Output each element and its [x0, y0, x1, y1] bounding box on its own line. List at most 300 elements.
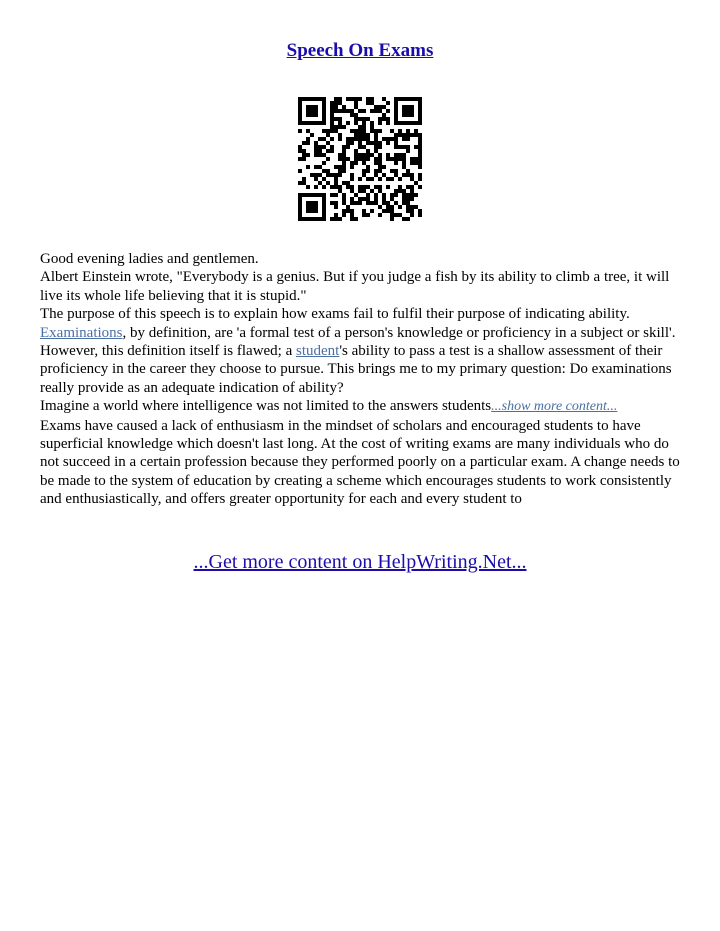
qr-module [386, 209, 390, 213]
qr-module [350, 209, 354, 213]
qr-module [354, 133, 358, 137]
qr-module [374, 157, 378, 161]
qr-module [350, 213, 354, 217]
qr-module [322, 129, 326, 133]
qr-module [378, 165, 382, 169]
qr-module [402, 145, 406, 149]
definition-text-2: 's ability to pass a test is a shallow assessment of their proficiency in the career they choose to pursue. This brings me to my primary question: Do examinations really provide as an adequate indication of ability? [40, 343, 672, 396]
qr-module [410, 189, 414, 193]
qr-module [378, 213, 382, 217]
qr-module [342, 201, 346, 205]
qr-module [326, 129, 330, 133]
qr-module [330, 185, 334, 189]
qr-module [378, 141, 382, 145]
qr-module [342, 181, 346, 185]
qr-module [394, 161, 398, 165]
qr-module [394, 169, 398, 173]
qr-module [302, 153, 306, 157]
qr-module [418, 165, 422, 169]
qr-module [398, 205, 402, 209]
imagine-text: Imagine a world where intelligence was not limited to the answers students [40, 398, 492, 415]
qr-module [378, 117, 382, 121]
qr-module [370, 201, 374, 205]
qr-module [322, 137, 326, 141]
qr-module [358, 109, 362, 113]
qr-module [390, 169, 394, 173]
qr-module [418, 145, 422, 149]
qr-module [362, 133, 366, 137]
qr-module [334, 193, 338, 197]
qr-module [342, 165, 346, 169]
qr-module [366, 153, 370, 157]
qr-module [366, 149, 370, 153]
qr-module [358, 129, 362, 133]
qr-module [334, 181, 338, 185]
speech-body [40, 250, 682, 509]
qr-module [306, 137, 310, 141]
qr-module [362, 153, 366, 157]
qr-module [414, 161, 418, 165]
qr-module [382, 201, 386, 205]
qr-module [338, 165, 342, 169]
qr-module [346, 137, 350, 141]
qr-module [386, 177, 390, 181]
qr-module [418, 153, 422, 157]
qr-module [414, 157, 418, 161]
qr-module [362, 157, 366, 161]
qr-module [346, 141, 350, 145]
qr-module [358, 97, 362, 101]
qr-module [354, 101, 358, 105]
qr-module [398, 129, 402, 133]
qr-module [354, 153, 358, 157]
qr-module [346, 97, 350, 101]
qr-module [366, 101, 370, 105]
qr-module [394, 213, 398, 217]
examinations-link[interactable]: Examinations [40, 324, 123, 341]
qr-module [402, 133, 406, 137]
qr-module [350, 137, 354, 141]
qr-module [378, 185, 382, 189]
qr-module [330, 129, 334, 133]
qr-module [370, 109, 374, 113]
qr-module [350, 189, 354, 193]
qr-module [310, 173, 314, 177]
qr-module [370, 141, 374, 145]
qr-module [342, 169, 346, 173]
qr-module [362, 125, 366, 129]
qr-module [334, 117, 338, 121]
qr-module [350, 161, 354, 165]
qr-module [410, 213, 414, 217]
show-more-link[interactable]: ...show more content... [491, 399, 618, 415]
qr-module [346, 145, 350, 149]
qr-module [398, 157, 402, 161]
qr-module [354, 121, 358, 125]
qr-module [370, 101, 374, 105]
qr-module [338, 101, 342, 105]
qr-module [338, 185, 342, 189]
qr-module [374, 137, 378, 141]
qr-module [418, 173, 422, 177]
qr-module [374, 173, 378, 177]
qr-module [330, 105, 334, 109]
qr-module [330, 121, 334, 125]
qr-module [362, 169, 366, 173]
qr-module [342, 125, 346, 129]
qr-module [326, 133, 330, 137]
qr-module [330, 137, 334, 141]
qr-module [298, 149, 302, 153]
qr-module [402, 157, 406, 161]
qr-module [386, 117, 390, 121]
qr-module [366, 157, 370, 161]
qr-module [374, 145, 378, 149]
qr-module [414, 193, 418, 197]
qr-module [334, 213, 338, 217]
qr-module [366, 141, 370, 145]
qr-module [330, 117, 334, 121]
qr-module [318, 137, 322, 141]
qr-module [314, 165, 318, 169]
qr-module [406, 133, 410, 137]
qr-module [406, 137, 410, 141]
qr-module [406, 169, 410, 173]
qr-module [378, 129, 382, 133]
qr-module [318, 173, 322, 177]
qr-module [334, 201, 338, 205]
qr-module [370, 153, 374, 157]
qr-module [338, 173, 342, 177]
qr-module [358, 197, 362, 201]
qr-module [334, 217, 338, 221]
qr-module [366, 177, 370, 181]
qr-module [354, 149, 358, 153]
qr-module [374, 161, 378, 165]
qr-module [314, 145, 318, 149]
qr-module [358, 117, 362, 121]
qr-module [366, 117, 370, 121]
qr-module [366, 169, 370, 173]
qr-module [314, 185, 318, 189]
qr-module [406, 145, 410, 149]
qr-module [382, 105, 386, 109]
qr-module [370, 189, 374, 193]
qr-module [318, 165, 322, 169]
qr-module [338, 217, 342, 221]
qr-module [362, 173, 366, 177]
qr-module [342, 209, 346, 213]
qr-module [370, 125, 374, 129]
qr-module [338, 137, 342, 141]
qr-module [354, 137, 358, 141]
qr-module [318, 145, 322, 149]
qr-module [406, 197, 410, 201]
qr-module [398, 189, 402, 193]
qr-module [362, 129, 366, 133]
qr-module [418, 141, 422, 145]
qr-module [362, 109, 366, 113]
qr-module [354, 97, 358, 101]
qr-module [374, 197, 378, 201]
definition-text-1: , by definition, are 'a formal test of a person's knowledge or proficiency in a subject or skill'. However, this definition itself is flawed; a [40, 324, 676, 360]
qr-module [302, 177, 306, 181]
qr-module [334, 109, 338, 113]
qr-module [350, 197, 354, 201]
qr-module [330, 173, 334, 177]
qr-module [398, 153, 402, 157]
qr-module [314, 153, 318, 157]
qr-module [358, 153, 362, 157]
qr-module [366, 133, 370, 137]
qr-module [398, 177, 402, 181]
qr-module [298, 145, 302, 149]
qr-module [370, 129, 374, 133]
qr-module [302, 181, 306, 185]
qr-module [414, 133, 418, 137]
qr-module [306, 165, 310, 169]
qr-module [338, 153, 342, 157]
qr-module [374, 105, 378, 109]
qr-module [338, 109, 342, 113]
qr-module [358, 137, 362, 141]
qr-module [382, 209, 386, 213]
qr-module [394, 153, 398, 157]
qr-module [374, 129, 378, 133]
qr-module [362, 209, 366, 213]
qr-module [406, 217, 410, 221]
qr-module [342, 109, 346, 113]
qr-module [382, 117, 386, 121]
greeting-paragraph: Good evening ladies and gentlemen. [40, 251, 259, 267]
qr-module [318, 181, 322, 185]
definition-paragraph [40, 324, 682, 398]
imagine-paragraph [40, 397, 682, 416]
qr-module [322, 161, 326, 165]
qr-module [322, 145, 326, 149]
qr-module [374, 193, 378, 197]
qr-module [410, 177, 414, 181]
qr-module [386, 205, 390, 209]
qr-module [342, 197, 346, 201]
qr-module [390, 205, 394, 209]
qr-module [394, 157, 398, 161]
qr-module [338, 125, 342, 129]
qr-module [338, 157, 342, 161]
qr-module [358, 145, 362, 149]
closing-paragraph: Exams have caused a lack of enthusiasm in the mindset of scholars and encouraged students to have superficial knowledge which doesn't last long. At the cost of writing exams are many individuals who do not succeed in a certain profession because they performed poorly on a particular exam. A change needs to be made to the system of education by creating a scheme which encourages students to work consistently and enthusiastically, and offers greater opportunity for each and every student to [40, 417, 680, 508]
qr-module [354, 105, 358, 109]
qr-module [354, 157, 358, 161]
qr-module [402, 189, 406, 193]
qr-module [350, 113, 354, 117]
qr-module [338, 133, 342, 137]
qr-module [402, 137, 406, 141]
qr-module [386, 121, 390, 125]
qr-module [330, 101, 334, 105]
qr-module [394, 137, 398, 141]
qr-module [330, 217, 334, 221]
qr-module [370, 209, 374, 213]
qr-module [418, 213, 422, 217]
qr-module [330, 109, 334, 113]
qr-module [322, 177, 326, 181]
qr-module [418, 177, 422, 181]
qr-module [378, 145, 382, 149]
qr-module [346, 181, 350, 185]
qr-module [362, 161, 366, 165]
qr-module [382, 165, 386, 169]
qr-module [366, 213, 370, 217]
qr-module [378, 205, 382, 209]
qr-module [378, 109, 382, 113]
qr-module [362, 137, 366, 141]
get-more-content-link[interactable]: ...Get more content on HelpWriting.Net... [193, 551, 527, 573]
qr-module [366, 197, 370, 201]
qr-module [406, 149, 410, 153]
qr-module [354, 113, 358, 117]
qr-module [402, 193, 406, 197]
qr-module [350, 165, 354, 169]
qr-module [378, 177, 382, 181]
qr-module [298, 157, 302, 161]
qr-module [342, 153, 346, 157]
qr-module [394, 145, 398, 149]
qr-module [326, 181, 330, 185]
qr-module [382, 193, 386, 197]
qr-module [418, 185, 422, 189]
qr-module [374, 201, 378, 205]
qr-module [410, 133, 414, 137]
qr-module [390, 197, 394, 201]
qr-module [302, 149, 306, 153]
qr-module [362, 117, 366, 121]
qr-module [358, 133, 362, 137]
qr-module [406, 185, 410, 189]
qr-module [306, 141, 310, 145]
qr-module [410, 209, 414, 213]
qr-module [378, 153, 382, 157]
qr-module [418, 137, 422, 141]
qr-module [378, 157, 382, 161]
qr-module [402, 197, 406, 201]
qr-module [414, 129, 418, 133]
qr-module [358, 189, 362, 193]
student-link[interactable]: student [296, 343, 340, 360]
qr-module [406, 193, 410, 197]
qr-module [394, 133, 398, 137]
qr-code-image [298, 97, 422, 221]
qr-module [346, 209, 350, 213]
qr-module [370, 121, 374, 125]
qr-module [350, 217, 354, 221]
qr-module [406, 205, 410, 209]
qr-module [390, 129, 394, 133]
qr-module [334, 165, 338, 169]
qr-module [370, 177, 374, 181]
qr-module [366, 137, 370, 141]
qr-module [366, 165, 370, 169]
qr-module [338, 97, 342, 101]
qr-module [406, 201, 410, 205]
qr-module [314, 149, 318, 153]
qr-module [390, 217, 394, 221]
qr-module [374, 169, 378, 173]
qr-module [358, 177, 362, 181]
qr-module [378, 121, 382, 125]
qr-module [350, 177, 354, 181]
qr-module [362, 189, 366, 193]
qr-module [386, 137, 390, 141]
qr-module [342, 161, 346, 165]
title-link[interactable]: Speech On Exams [286, 40, 434, 61]
qr-module [386, 201, 390, 205]
qr-module [306, 185, 310, 189]
qr-module [374, 185, 378, 189]
qr-module [322, 185, 326, 189]
qr-module [330, 193, 334, 197]
qr-module [406, 129, 410, 133]
qr-module [394, 201, 398, 205]
qr-module [402, 217, 406, 221]
qr-module [402, 153, 406, 157]
qr-module [334, 97, 338, 101]
qr-module [390, 193, 394, 197]
qr-module [298, 181, 302, 185]
qr-module [418, 133, 422, 137]
qr-module [398, 213, 402, 217]
qr-module [374, 133, 378, 137]
qr-module [382, 173, 386, 177]
qr-module [386, 109, 390, 113]
qr-module [342, 157, 346, 161]
qr-module [366, 97, 370, 101]
quote-paragraph: Albert Einstein wrote, "Everybody is a genius. But if you judge a fish by its ability to climb a tree, it will live its whole life believing that it is stupid." [40, 269, 670, 304]
qr-module [378, 169, 382, 173]
qr-module [362, 185, 366, 189]
qr-module [306, 129, 310, 133]
page-title [0, 39, 720, 63]
qr-module [374, 109, 378, 113]
qr-module [410, 161, 414, 165]
qr-module [318, 153, 322, 157]
cta-container [0, 550, 720, 574]
qr-module [362, 213, 366, 217]
qr-module [342, 145, 346, 149]
qr-module [386, 153, 390, 157]
qr-module [350, 109, 354, 113]
qr-module [346, 185, 350, 189]
qr-module [334, 125, 338, 129]
qr-module [330, 125, 334, 129]
qr-module [398, 133, 402, 137]
qr-module [350, 129, 354, 133]
qr-module [374, 141, 378, 145]
qr-module [398, 185, 402, 189]
qr-module [418, 157, 422, 161]
qr-module [410, 193, 414, 197]
qr-module [334, 205, 338, 209]
qr-module [334, 129, 338, 133]
qr-module [346, 109, 350, 113]
qr-module [322, 153, 326, 157]
purpose-paragraph: The purpose of this speech is to explain how exams fail to fulfil their purpose of indicating ability. [40, 306, 630, 323]
qr-module [418, 209, 422, 213]
qr-module [350, 141, 354, 145]
qr-module [366, 201, 370, 205]
qr-module [298, 169, 302, 173]
qr-module [334, 173, 338, 177]
